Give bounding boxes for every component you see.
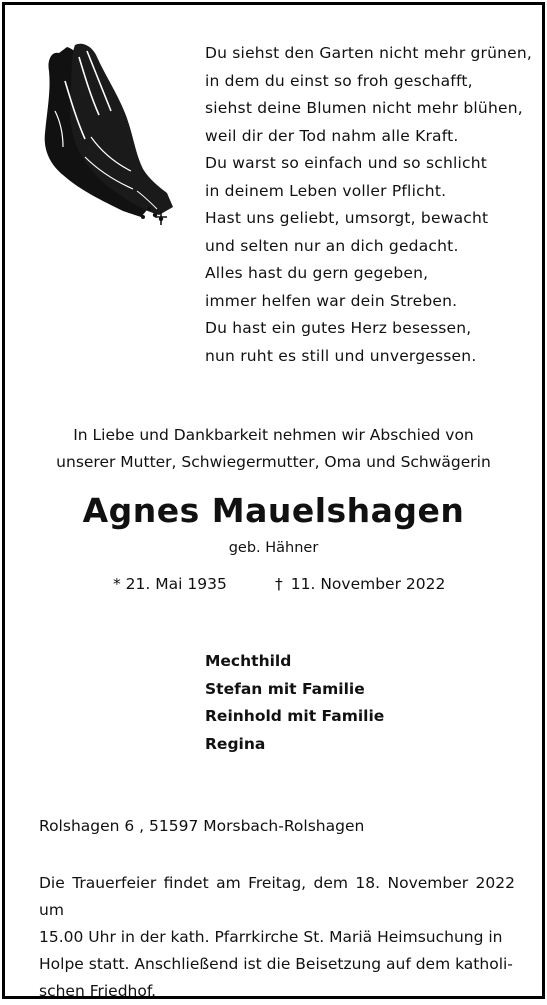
- poem-line: in deinem Leben voller Pflicht.: [205, 181, 447, 200]
- cross-icon: †: [275, 575, 283, 593]
- service-line: schen Friedhof.: [39, 982, 157, 1000]
- service-line: Die Trauerfeier findet am Freitag, dem 18. November 2022 um: [39, 874, 515, 919]
- service-line: Holpe statt. Anschließend ist die Beisetzung auf dem katholi-: [39, 955, 513, 973]
- poem-line: weil dir der Tod nahm alle Kraft.: [205, 126, 459, 145]
- poem-line: Du warst so einfach und so schlicht: [205, 154, 488, 172]
- mourner-name: Mechthild: [205, 652, 292, 670]
- funeral-service-info: [39, 870, 515, 1005]
- poem-line: Hast uns geliebt, umsorgt, bewacht: [205, 209, 489, 227]
- family-address: Rolshagen 6 , 51597 Morsbach-Rolshagen: [39, 817, 365, 835]
- poem-line: nun ruht es still und unvergessen.: [205, 346, 477, 365]
- poem-line: Alles hast du gern gegeben,: [205, 264, 429, 282]
- poem-line: in dem du einst so froh geschafft,: [205, 71, 473, 90]
- maiden-name: geb. Hähner: [228, 540, 319, 556]
- praying-hands-icon: [41, 41, 181, 227]
- death-date-group: [275, 575, 445, 593]
- poem-line: und selten nur an dich gedacht.: [205, 236, 459, 255]
- intro-line-2: unserer Mutter, Schwiegermutter, Oma und Schwägerin: [56, 453, 491, 471]
- intro-line-1: In Liebe und Dankbarkeit nehmen wir Abschied von: [73, 426, 474, 444]
- poem-line: Du hast ein gutes Herz besessen,: [205, 319, 472, 337]
- mourners-list: [205, 648, 384, 758]
- poem-line: immer helfen war dein Streben.: [205, 291, 458, 310]
- farewell-intro: [5, 422, 542, 476]
- birth-date: * 21. Mai 1935: [113, 575, 227, 593]
- mourner-name: Reinhold mit Familie: [205, 707, 385, 725]
- poem-line: Du siehst den Garten nicht mehr grünen,: [205, 44, 533, 62]
- mourner-name: Stefan mit Familie: [205, 679, 365, 698]
- deceased-name: Agnes Mauelshagen: [82, 491, 465, 530]
- poem-line: siehst deine Blumen nicht mehr blühen,: [205, 99, 523, 117]
- poem: [205, 40, 533, 370]
- service-line: 15.00 Uhr in der kath. Pfarrkirche St. Mariä Heimsuchung in: [39, 928, 503, 946]
- obituary-frame: [2, 2, 545, 999]
- death-date: 11. November 2022: [290, 575, 446, 593]
- mourner-name: Regina: [205, 734, 266, 753]
